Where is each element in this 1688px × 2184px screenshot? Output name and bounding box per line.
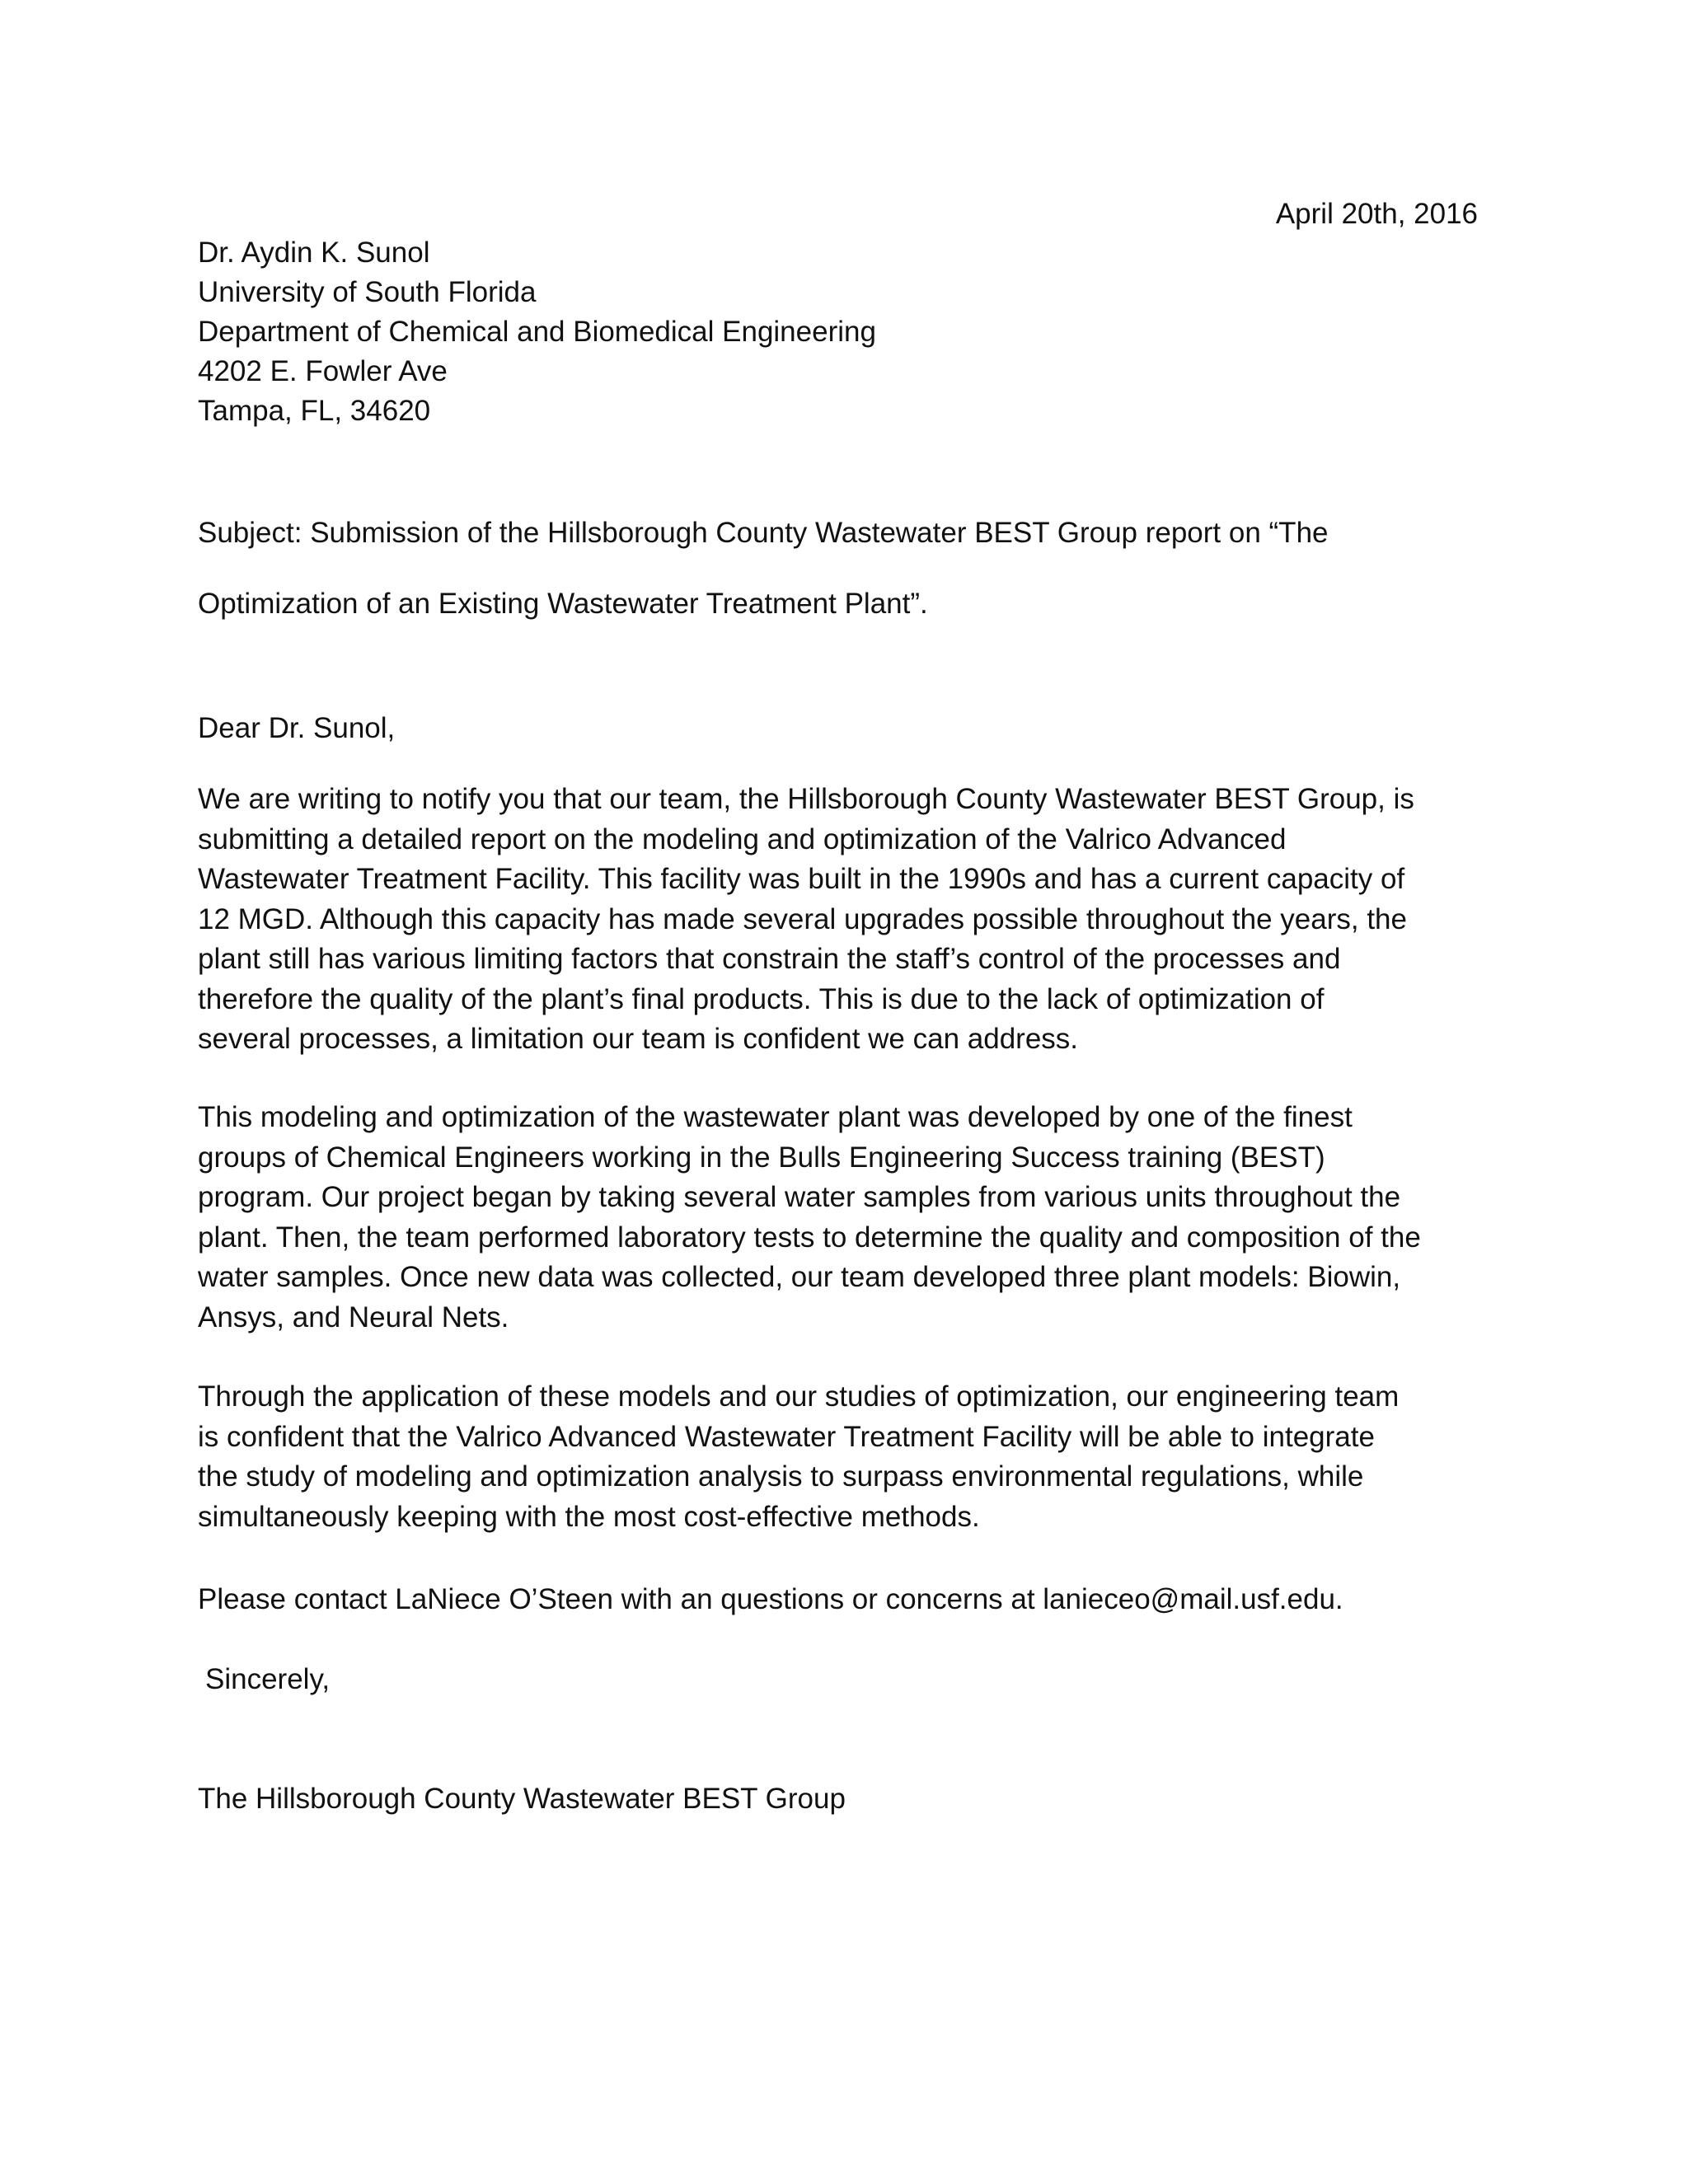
paragraph-1 (198, 780, 1414, 1060)
letter-date: April 20th, 2016 (1275, 198, 1478, 230)
contact-line: Please contact LaNiece O’Steen with an questions or concerns at lanieceo@mail.usf.edu. (198, 1583, 1343, 1615)
paragraph-line: several processes, a limitation our team is confident we can address. (198, 1023, 1079, 1055)
salutation: Dear Dr. Sunol, (198, 712, 396, 744)
paragraph-line: Ansys, and Neural Nets. (198, 1301, 509, 1333)
signature: The Hillsborough County Wastewater BEST Group (198, 1783, 846, 1815)
paragraph-line: the study of modeling and optimization analysis to surpass environmental regulations, while (198, 1460, 1364, 1493)
paragraph-line: simultaneously keeping with the most cost-effective methods. (198, 1500, 980, 1533)
paragraph-line: water samples. Once new data was collected, our team developed three plant models: Biowin, (198, 1261, 1401, 1293)
paragraph-line: Through the application of these models and our studies of optimization, our engineering team (198, 1380, 1400, 1413)
recipient-city: Tampa, FL, 34620 (198, 395, 431, 427)
recipient-street: 4202 E. Fowler Ave (198, 355, 448, 387)
paragraph-line: plant. Then, the team performed laboratory tests to determine the quality and composition of the (198, 1221, 1421, 1254)
paragraph-line: is confident that the Valrico Advanced Wastewater Treatment Facility will be able to integrate (198, 1420, 1375, 1453)
recipient-address (198, 233, 876, 431)
subject-line-1: Subject: Submission of the Hillsborough County Wastewater BEST Group report on “The (198, 517, 1329, 549)
closing: Sincerely, (205, 1663, 331, 1695)
paragraph-3 (198, 1377, 1399, 1537)
recipient-name: Dr. Aydin K. Sunol (198, 237, 430, 269)
paragraph-line: groups of Chemical Engineers working in the Bulls Engineering Success training (BEST) (198, 1141, 1325, 1174)
paragraph-line: therefore the quality of the plant’s final products. This is due to the lack of optimization of (198, 982, 1325, 1015)
paragraph-line: Wastewater Treatment Facility. This facility was built in the 1990s and has a current capacity of (198, 863, 1405, 895)
paragraph-line: We are writing to notify you that our team, the Hillsborough County Wastewater BEST Group, is (198, 783, 1414, 815)
subject-line (198, 498, 1329, 640)
paragraph-line: 12 MGD. Although this capacity has made several upgrades possible throughout the years, the (198, 902, 1407, 935)
paragraph-line: program. Our project began by taking several water samples from various units throughout the (198, 1181, 1401, 1213)
paragraph-line: This modeling and optimization of the wastewater plant was developed by one of the finest (198, 1101, 1353, 1133)
paragraph-line: submitting a detailed report on the modeling and optimization of the Valrico Advanced (198, 823, 1287, 855)
paragraph-2 (198, 1098, 1421, 1338)
recipient-institution: University of South Florida (198, 276, 537, 308)
recipient-department: Department of Chemical and Biomedical Engineering (198, 316, 876, 348)
paragraph-line: plant still has various limiting factors that constrain the staff’s control of the processes and (198, 943, 1341, 975)
subject-line-2: Optimization of an Existing Wastewater Treatment Plant”. (198, 588, 928, 620)
